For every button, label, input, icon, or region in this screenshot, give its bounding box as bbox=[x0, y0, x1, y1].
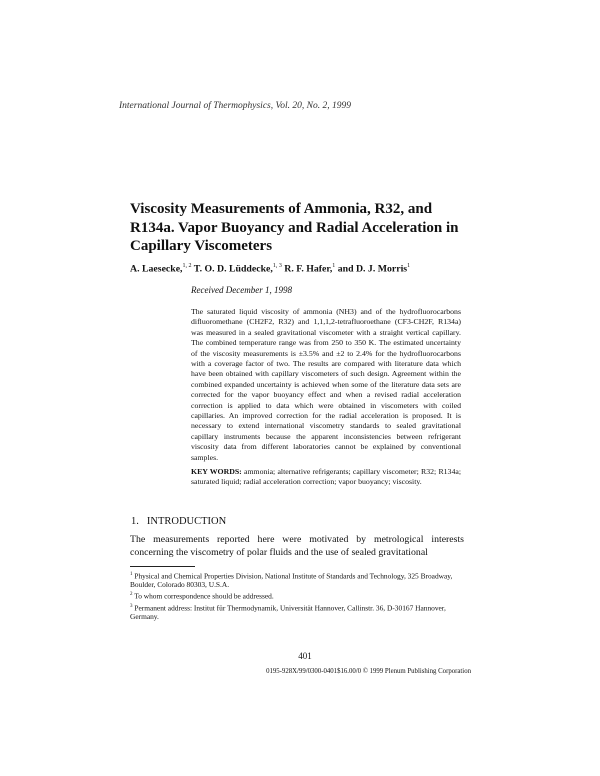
footnote-mark: 1 bbox=[130, 572, 133, 577]
footnote-mark: 3 bbox=[130, 603, 133, 609]
section-heading bbox=[131, 516, 431, 527]
copyright-line: 0195-928X/99/0300-0401$16.00/0 © 1999 Plenum Publishing Corporation bbox=[266, 668, 471, 675]
footnotes bbox=[130, 571, 470, 623]
journal-citation: International Journal of Thermophysics, Vol. 20, No. 2, 1999 bbox=[119, 101, 351, 111]
footnote-text: Physical and Chemical Properties Division, National Institute of Standards and Technology, 325 Broadway, Boulder, Colorado 80303, U.S.A. bbox=[130, 571, 453, 590]
footnote bbox=[130, 603, 470, 622]
author-affiliation-mark: 1 bbox=[407, 263, 411, 269]
footnote bbox=[130, 571, 470, 590]
author-affiliation-mark: 1, 2 bbox=[182, 263, 192, 269]
intro-paragraph: The measurements reported here were motivated by metrological interests concerning the viscometry of polar fluids and the use of sealed gravitational bbox=[130, 534, 464, 558]
abstract: The saturated liquid viscosity of ammonia (NH3) and of the hydrofluorocarbons difluoromethane (CH2F2, R32) and 1,1,1,2-tetrafluoroethane (CF3-CH2F, R134a) was measured in a sealed gravitational viscometer with a straight vertical capillary. The combined temperature range was from 250 to 350 K. The estimated uncertainty of the viscosity measurements is ±3.5% and ±2 to 2.4% for the hydrofluorocarbons with a coverage factor of two. The results are compared with literature data which have been obtained with capillary viscometers of such design. Agreement within the combined expanded uncertainty is achieved when some of the literature data sets are corrected for the vapor buoyancy effect and when a revised radial acceleration correction is applied to data which were obtained in viscometers with coiled capillaries. An improved correction for the radial acceleration is proposed. It is necessary to extend international viscometry standards to sealed gravitational capillary instruments because the apparent inconsistencies between refrigerant viscosity data from different laboratories cannot be explained by conventional samples. bbox=[191, 307, 461, 462]
author-list bbox=[130, 263, 490, 274]
author-affiliation-mark: 1 bbox=[332, 263, 336, 269]
received-date: Received December 1, 1998 bbox=[191, 285, 292, 295]
keywords bbox=[191, 467, 461, 488]
keywords-text: ammonia; alternative refrigerants; capillary viscometer; R32; R134a; saturated liquid; radial acceleration correction; vapor buoyancy; viscosity. bbox=[191, 467, 461, 487]
keywords-label: KEY WORDS: bbox=[191, 467, 242, 476]
footnote-text: To whom correspondence should be addressed. bbox=[134, 591, 274, 601]
footnote bbox=[130, 591, 470, 601]
author: R. F. Hafer, bbox=[284, 263, 333, 275]
section-number: 1. bbox=[131, 516, 139, 527]
author: T. O. D. Lüddecke, bbox=[193, 263, 273, 275]
author-affiliation-mark: 1, 3 bbox=[272, 263, 282, 269]
section-title: INTRODUCTION bbox=[146, 516, 227, 527]
footnote-text: Permanent address: Institut für Thermodynamik, Universität Hannover, Callinstr. 36, D-30167 Hannover, Germany. bbox=[130, 603, 446, 621]
footnote-divider bbox=[130, 566, 195, 567]
author: A. Laesecke, bbox=[130, 263, 183, 275]
page-number: 401 bbox=[298, 651, 312, 661]
author: and D. J. Morris bbox=[337, 263, 408, 275]
paper-title: Viscosity Measurements of Ammonia, R32, and R134a. Vapor Buoyancy and Radial Acceleration in Capillary Viscometers bbox=[130, 201, 459, 254]
footnote-mark: 2 bbox=[130, 592, 133, 598]
